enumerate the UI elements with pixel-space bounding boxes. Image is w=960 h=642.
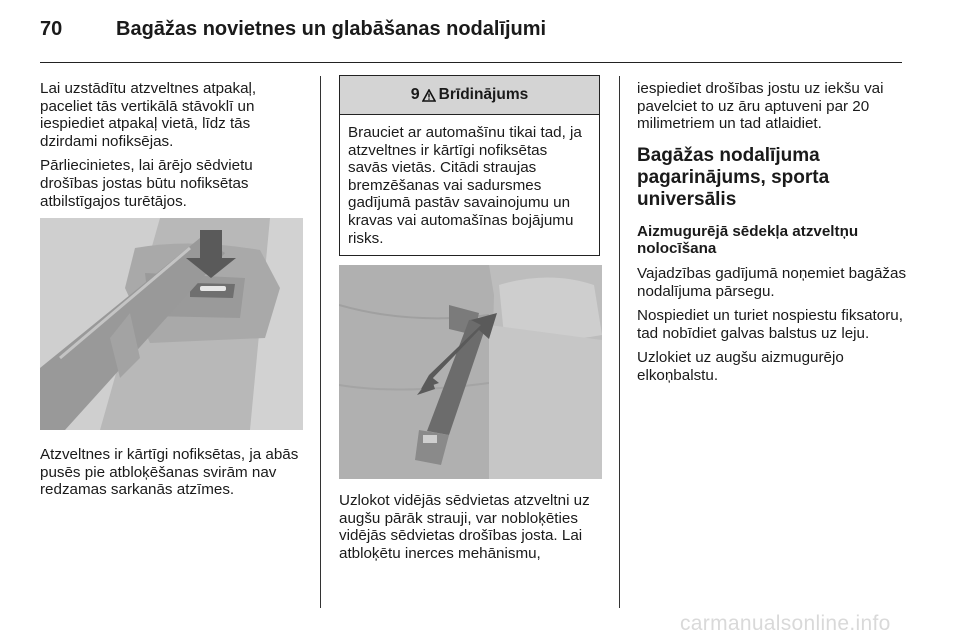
center-belt-drawing: [339, 265, 602, 479]
seatbelt-latch-illustration: [40, 218, 303, 430]
paragraph: Atzveltnes ir kārtīgi nofiksētas, ja abās pusēs pie atbloķēšanas svirām nav redzamas sarkanās atzīmes.: [40, 446, 299, 499]
column-divider-right: [619, 76, 620, 608]
paragraph: Vajadzības gadījumā noņemiet bagāžas nodalījuma pārsegu.: [637, 264, 907, 300]
column-left: [40, 80, 308, 506]
page-title: Bagāžas novietnes un glabāšanas nodalījumi: [116, 18, 547, 40]
paragraph: Uzlokot vidējās sēdvietas atzveltni uz augšu pārāk strauji, var nobloķēties vidējās sēdvietas drošības josta. Lai atbloķētu inerces mehānismu,: [339, 492, 590, 562]
column-divider-left: [320, 76, 321, 608]
column-middle: [339, 75, 603, 570]
section-heading: Bagāžas nodalījuma pagarinājums, sporta universālis: [637, 144, 830, 210]
subsection-heading: Aizmugurējā sēdekļa atzveltņu nolocīšana: [637, 222, 859, 258]
seatbelt-latch-drawing: [40, 218, 303, 430]
warning-number: 9: [410, 86, 420, 104]
center-belt-illustration: [339, 265, 602, 479]
paragraph: Lai uzstādītu atzveltnes atpakaļ, paceliet tās vertikālā stāvoklī un iespiediet atpakaļ vietā, līdz tās dzirdami nofiksējas.: [40, 80, 257, 150]
paragraph: iespiediet drošības jostu uz iekšu vai pavelciet to uz āru aptuveni par 20 milimetriem un tad atlaidiet.: [637, 80, 884, 133]
paragraph: Uzlokiet uz augšu aizmugurējo elkoņbalstu.: [637, 349, 844, 384]
paragraph: Pārliecinietes, lai ārējo sēdvietu drošības jostas būtu nofiksētas atbilstīgajos turētājos.: [40, 157, 253, 210]
warning-triangle-icon: [422, 89, 436, 102]
column-right: [637, 80, 907, 392]
warning-box: [339, 75, 600, 256]
warning-title: Brīdinājums: [438, 86, 529, 104]
watermark: carmanualsonline.info: [680, 612, 891, 635]
paragraph: Nospiediet un turiet nospiestu fiksatoru, tad nobīdiet galvas balstus uz leju.: [637, 307, 903, 342]
header-divider: [40, 62, 902, 63]
warning-text: Brauciet ar automašīnu tikai tad, ja atzveltnes ir kārtīgi nofiksētas savās vietās. Citādi straujas bremzēšanas vai sadursmes gadījumā pastāv savainojumu un kravas vai automašīnas bojājumu risks.: [348, 124, 582, 247]
page-number: 70: [40, 18, 63, 40]
warning-header: [340, 76, 599, 115]
